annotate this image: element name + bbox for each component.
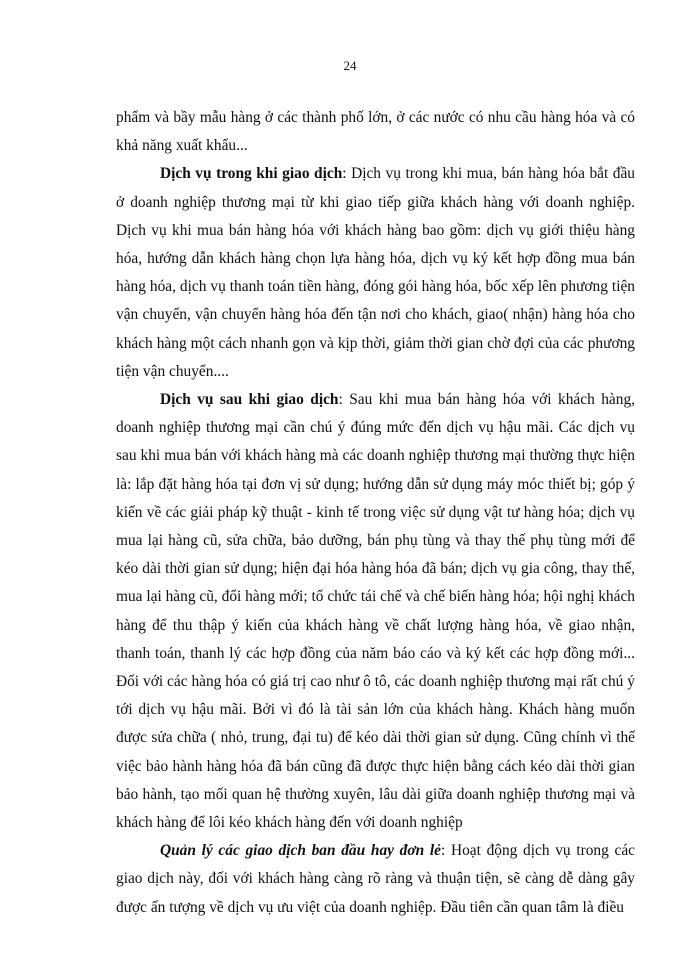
paragraph-text: : Dịch vụ trong khi mua, bán hàng hóa bắt đầu ở doanh nghiệp thương mại từ khi giao tiếp giữa khách hàng với doanh nghiệp. Dịch vụ khi mua bán hàng hóa với khách hàng bao gồm: dịch vụ giới thiệu hàng hóa, hướng dẫn khách hàng chọn lựa hàng hóa, dịch vụ ký kết hợp đồng mua bán hàng hóa, dịch vụ thanh toán tiền hàng, đóng gói hàng hóa, bốc xếp lên phương tiện vận chuyển, vận chuyển hàng hóa đến tận nơi cho khách, giao( nhận) hàng hóa cho khách hàng một cách nhanh gọn và kịp thời, giảm thời gian chờ đợi của các phương tiện vận chuyển.... — [116, 165, 635, 380]
paragraph-service-during-transaction — [116, 160, 635, 386]
paragraph-text: : Hoạt động dịch vụ trong các giao dịch này, đối với khách hàng càng rõ ràng và thuận tiện, sẽ càng dễ dàng gây được ấn tượng về dịch vụ ưu việt của doanh nghiệp. Đầu tiên cần quan tâm là điều — [116, 842, 635, 916]
paragraph-service-after-transaction — [116, 386, 635, 837]
page-number: 24 — [343, 58, 357, 73]
section-heading: Dịch vụ sau khi giao dịch — [160, 391, 339, 409]
paragraph-text: : Sau khi mua bán hàng hóa với khách hàng, doanh nghiệp thương mại cần chú ý đúng mức đến dịch vụ hậu mãi. Các dịch vụ sau khi mua bán với khách hàng mà các doanh nghiệp thương mại thường thực hiện là: lắp đặt hàng hóa tại đơn vị sử dụng; hướng dẫn sử dụng máy móc thiết bị; góp ý kiến về các giải pháp kỹ thuật - kinh tế trong việc sử dụng vật tư hàng hóa; dịch vụ mua lại hàng cũ, sửa chữa, bảo dưỡng, bán phụ tùng và thay thế phụ tùng mới để kéo dài thời gian sử dụng; hiện đại hóa hàng hóa đã bán; dịch vụ gia công, thay thế, mua lại hàng cũ, đổi hàng mới; tổ chức tái chế và chế biến hàng hóa; hội nghị khách hàng để thu thập ý kiến của khách hàng về chất lượng hàng hóa, về giao nhận, thanh toán, thanh lý các hợp đồng của năm báo cáo và ký kết các hợp đồng mới... Đối với các hàng hóa có giá trị cao như ô tô, các doanh nghiệp thương mại rất chú ý tới dịch vụ hậu mãi. Bởi vì đó là tài sản lớn của khách hàng. Khách hàng muốn được sửa chữa ( nhỏ, trung, đại tu) để kéo dài thời gian sử dụng. Cũng chính vì thế việc bảo hành hàng hóa đã bán cũng đã được thực hiện bằng cách kéo dài thời gian bảo hành, tạo mối quan hệ thường xuyên, lâu dài giữa doanh nghiệp thương mại và khách hàng để lôi kéo khách hàng đến với doanh nghiệp — [116, 391, 635, 832]
document-body — [116, 104, 635, 922]
section-heading: Quản lý các giao dịch ban đầu hay đơn lẻ — [160, 842, 441, 860]
paragraph-text: phẩm và bầy mẫu hàng ở các thành phố lớn, ở các nước có nhu cầu hàng hóa và có khả năng xuất khẩu... — [116, 109, 635, 155]
paragraph-continuation — [116, 104, 635, 160]
section-heading: Dịch vụ trong khi giao dịch — [160, 165, 343, 183]
paragraph-initial-transactions — [116, 837, 635, 922]
